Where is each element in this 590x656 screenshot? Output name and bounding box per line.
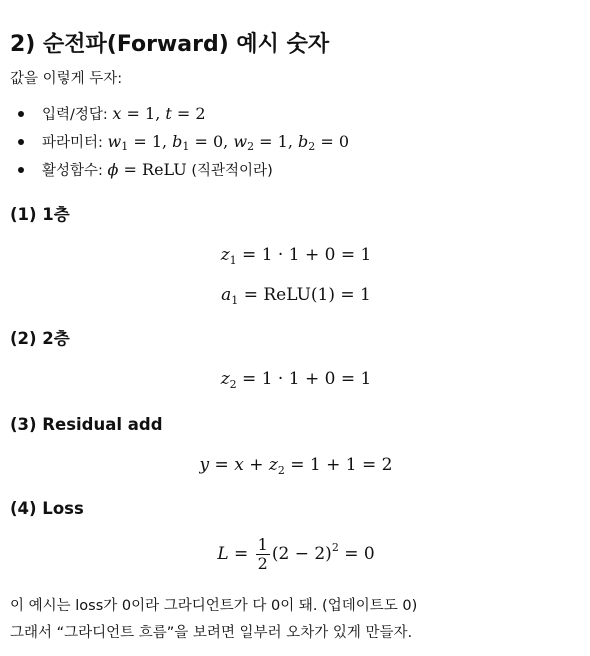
list-item-parameters xyxy=(10,128,349,156)
section-heading: 2) 순전파(Forward) 예시 숫자 xyxy=(10,32,330,57)
subheading-layer1: (1) 1층 xyxy=(10,205,70,224)
equation-z2: $z_2 = 1 \cdot 1 + 0 = 1$ xyxy=(220,369,372,391)
list-item-input-target xyxy=(10,100,349,128)
closing-text-line1: 이 예시는 loss가 0이라 그라디언트가 다 0이 돼. (업데이트도 0) xyxy=(10,598,418,614)
list-item-label: 파라미터: xyxy=(42,135,103,151)
list-item-label: 입력/정답: xyxy=(42,107,108,123)
parameter-list xyxy=(10,100,349,184)
bullet-icon xyxy=(18,139,24,145)
formula-activation: ϕ = ReLU xyxy=(107,160,187,179)
subheading-layer2: (2) 2층 xyxy=(10,329,70,348)
fraction-one-half: $\frac{1}{2}$ xyxy=(257,535,268,573)
subheading-residual: (3) Residual add xyxy=(10,415,163,434)
intro-text: 값을 이렇게 두자: xyxy=(10,71,123,87)
formula-parameters: $w_1 = 1$, $b_1 = 0$, $w_2 = 1$, $b_2 = 0$ xyxy=(107,132,350,153)
list-item-label: 활성함수: xyxy=(42,163,103,179)
subheading-loss: (4) Loss xyxy=(10,499,84,518)
equation-a1: $a_1$ = ReLU(1) = 1 xyxy=(221,285,371,307)
list-item-note: (직관적이라) xyxy=(191,163,273,179)
closing-text-line2: 그래서 “그라디언트 흐름”을 보려면 일부러 오차가 있게 만들자. xyxy=(10,625,413,641)
bullet-icon xyxy=(18,111,24,117)
equation-z1: $z_1 = 1 \cdot 1 + 0 = 1$ xyxy=(220,245,372,267)
equation-residual: $y = x + z_2 = 1 + 1 = 2$ xyxy=(199,455,393,477)
formula-input-target: x = 1, t = 2 xyxy=(112,104,206,123)
equation-loss: L = $\frac{1}{2}$ $(2 - 2)^2 = 0$ xyxy=(217,535,375,573)
list-item-activation xyxy=(10,156,349,184)
bullet-icon xyxy=(18,167,24,173)
